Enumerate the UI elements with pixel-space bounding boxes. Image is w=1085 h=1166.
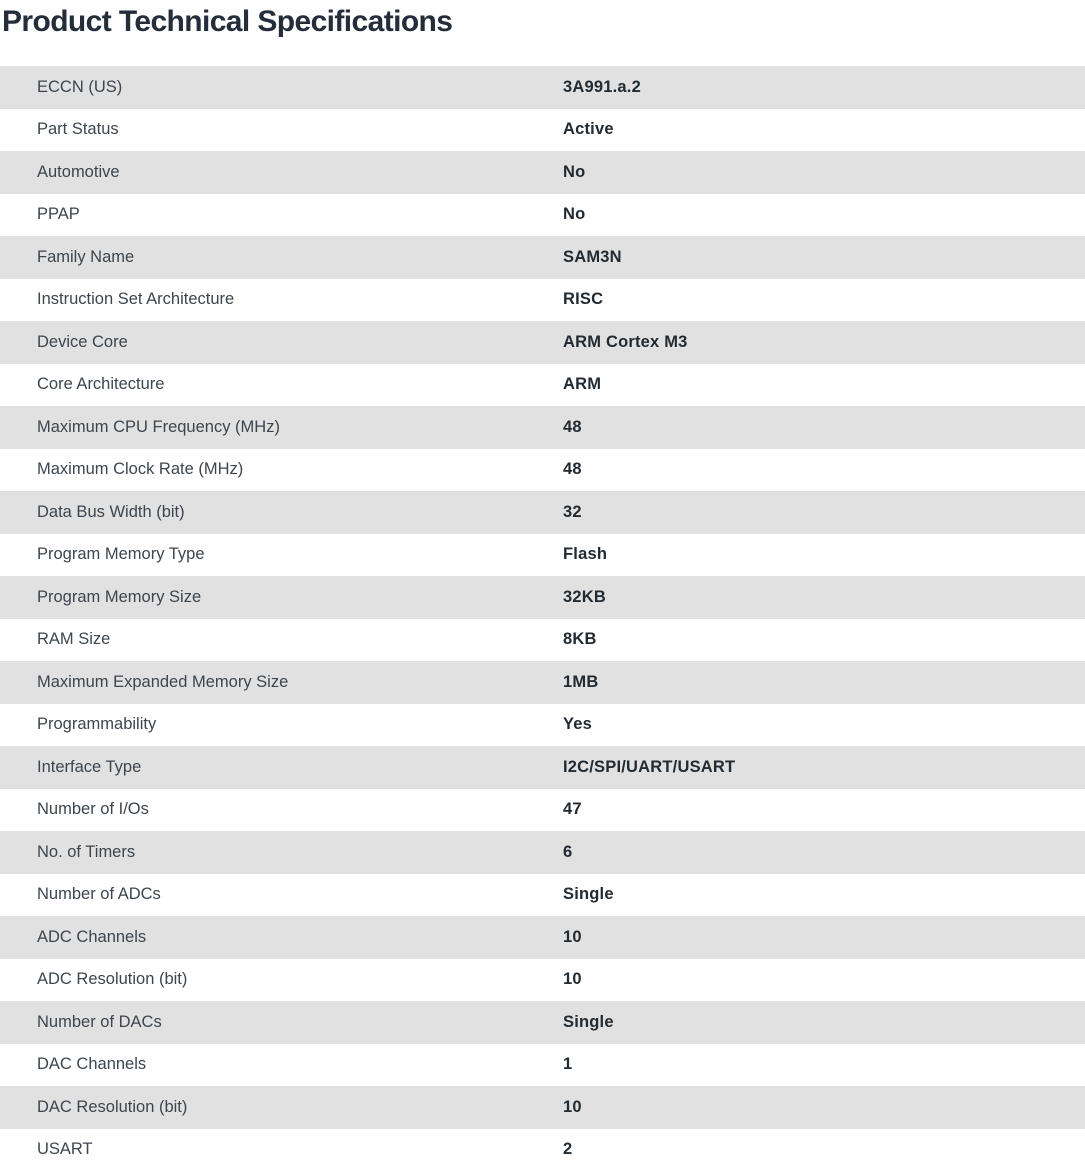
spec-row — [0, 151, 1085, 194]
spec-label: Maximum Expanded Memory Size — [37, 672, 289, 691]
spec-value: 2 — [563, 1140, 573, 1159]
spec-label: Family Name — [37, 247, 135, 266]
spec-row — [0, 236, 1085, 279]
spec-value: 48 — [563, 417, 582, 436]
spec-label: DAC Resolution (bit) — [37, 1097, 188, 1116]
spec-row — [0, 1129, 1085, 1166]
spec-value: 8KB — [563, 630, 597, 649]
spec-label: RAM Size — [37, 630, 111, 649]
spec-value: 47 — [563, 800, 582, 819]
spec-value: Single — [563, 1012, 614, 1031]
spec-value: No — [563, 162, 586, 181]
spec-label: Number of DACs — [37, 1012, 162, 1031]
spec-row — [0, 789, 1085, 832]
spec-label: Automotive — [37, 162, 120, 181]
spec-row — [0, 1086, 1085, 1129]
spec-label: Interface Type — [37, 757, 142, 776]
spec-row — [0, 831, 1085, 874]
spec-label: ADC Channels — [37, 927, 147, 946]
spec-label: USART — [37, 1140, 93, 1159]
spec-row — [0, 576, 1085, 619]
spec-label: Maximum Clock Rate (MHz) — [37, 460, 244, 479]
spec-label: DAC Channels — [37, 1055, 147, 1074]
spec-value: Single — [563, 885, 614, 904]
spec-value: ARM — [563, 375, 602, 394]
spec-label: Data Bus Width (bit) — [37, 502, 185, 521]
spec-row — [0, 194, 1085, 237]
spec-label: Device Core — [37, 332, 128, 351]
spec-label: Instruction Set Architecture — [37, 290, 235, 309]
spec-row — [0, 109, 1085, 152]
spec-label: ECCN (US) — [37, 77, 123, 96]
spec-row — [0, 406, 1085, 449]
spec-row — [0, 874, 1085, 917]
spec-row — [0, 1001, 1085, 1044]
spec-value: I2C/SPI/UART/USART — [563, 757, 736, 776]
spec-row — [0, 491, 1085, 534]
spec-value: 3A991.a.2 — [563, 77, 641, 96]
spec-label: PPAP — [37, 205, 80, 224]
spec-value: RISC — [563, 290, 604, 309]
spec-label: Number of I/Os — [37, 800, 149, 819]
spec-label: Maximum CPU Frequency (MHz) — [37, 417, 280, 436]
spec-value: 1MB — [563, 672, 599, 691]
spec-label: Program Memory Size — [37, 587, 202, 606]
spec-value: 10 — [563, 970, 582, 989]
spec-label: Part Status — [37, 120, 119, 139]
spec-value: No — [563, 205, 586, 224]
spec-row — [0, 66, 1085, 109]
spec-value: 10 — [563, 927, 582, 946]
spec-value: 32KB — [563, 587, 606, 606]
spec-label: Number of ADCs — [37, 885, 161, 904]
spec-row — [0, 959, 1085, 1002]
spec-label: ADC Resolution (bit) — [37, 970, 188, 989]
spec-label: Programmability — [37, 715, 157, 734]
spec-value: 6 — [563, 842, 573, 861]
spec-value: 1 — [563, 1055, 573, 1074]
spec-value: Active — [563, 120, 614, 139]
spec-value: ARM Cortex M3 — [563, 332, 688, 351]
spec-row — [0, 364, 1085, 407]
spec-label: Core Architecture — [37, 375, 165, 394]
spec-row — [0, 449, 1085, 492]
spec-value: SAM3N — [563, 247, 622, 266]
spec-row — [0, 321, 1085, 364]
spec-value: 32 — [563, 502, 582, 521]
spec-row — [0, 534, 1085, 577]
spec-row — [0, 279, 1085, 322]
spec-row — [0, 1044, 1085, 1087]
spec-row — [0, 916, 1085, 959]
spec-value: 10 — [563, 1097, 582, 1116]
spec-value: Flash — [563, 545, 608, 564]
spec-label: Program Memory Type — [37, 545, 205, 564]
spec-row — [0, 661, 1085, 704]
spec-row — [0, 746, 1085, 789]
spec-row — [0, 619, 1085, 662]
spec-label: No. of Timers — [37, 842, 136, 861]
spec-value: Yes — [563, 715, 593, 734]
spec-row — [0, 704, 1085, 747]
spec-value: 48 — [563, 460, 582, 479]
spec-table — [0, 66, 1085, 1166]
page-title: Product Technical Specifications — [2, 5, 453, 38]
